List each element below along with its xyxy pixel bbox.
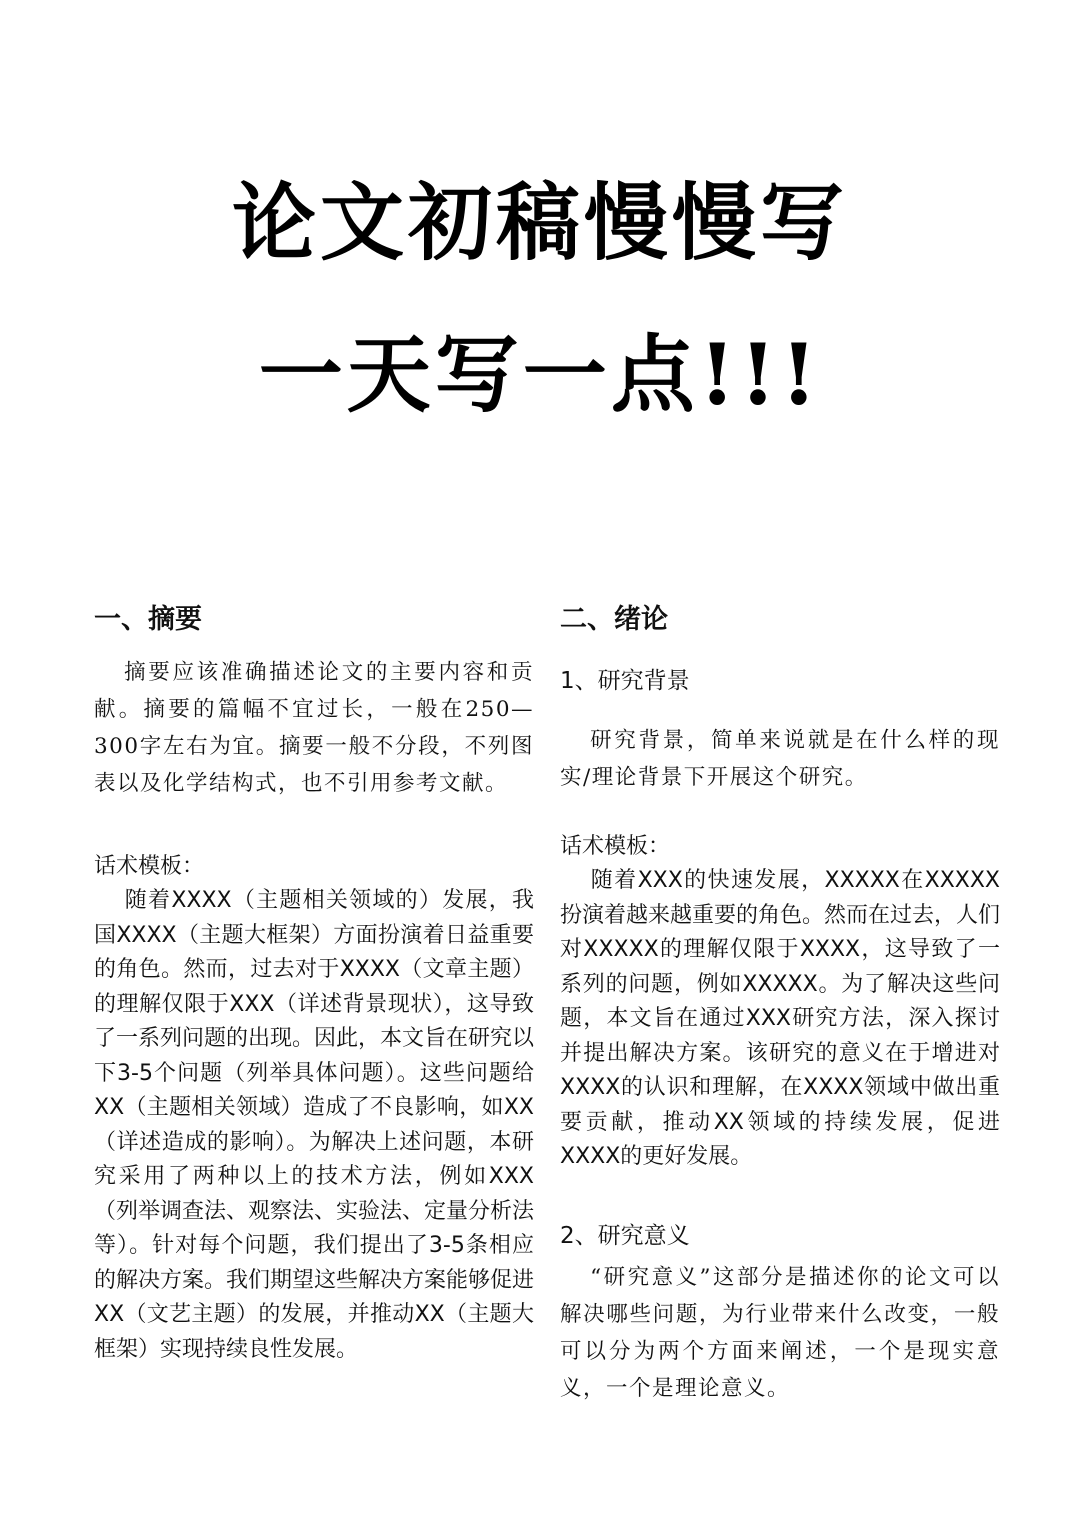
right-column xyxy=(560,600,1000,1407)
section-heading-introduction: 二、绪论 xyxy=(560,604,668,635)
title-line-2: 一天写一点!!! xyxy=(258,325,822,424)
research-significance-text: “研究意义”这部分是描述你的论文可以解决哪些问题，为行业带来什么改变，一般可以分为两个方面来阐述，一个是现实意义，一个是理论意义。 xyxy=(560,1264,1000,1401)
subheading-research-background: 1、研究背景 xyxy=(560,668,690,694)
research-background-text: 研究背景，简单来说就是在什么样的现实/理论背景下开展这个研究。 xyxy=(560,728,1000,790)
title-line-1: 论文初稿慢慢写 xyxy=(231,173,848,272)
section-heading-abstract: 一、摘要 xyxy=(94,604,202,635)
template-label-introduction: 话术模板： xyxy=(560,834,671,859)
template-text-abstract: 随着XXXX（主题相关领域的）发展，我国XXXX（主题大框架）方面扮演着日益重要的角色。然而，过去对于XXXX（文章主题）的理解仅限于XXX（详述背景现状），这导致了一系列问题的出现。因此，本文旨在研究以下3-5个问题（列举具体问题）。这些问题给XX（主题相关领域）造成了不良影响，如XX（详述造成的影响）。为解决上述问题，本研究采用了两种以上的技术方法，例如XXX（列举调查法、观察法、实验法、定量分析法等）。针对每个问题，我们提出了3-5条相应的解决方案。我们期望这些解决方案能够促进XX（文艺主题）的发展，并推动XX（主题大框架）实现持续良性发展。 xyxy=(94,888,535,1362)
template-label-abstract: 话术模板： xyxy=(94,854,205,879)
subheading-research-significance: 2、研究意义 xyxy=(560,1222,690,1249)
template-text-introduction: 随着XXX的快速发展，XXXXX在XXXXX扮演着越来越重要的角色。然而在过去，人们对XXXXX的理解仅限于XXXX，这导致了一系列的问题，例如XXXXX。为了解决这些问题，本文旨在通过XXX研究方法，深入探讨并提出解决方案。该研究的意义在于增进对XXXX的认识和理解，在XXXX领域中做出重要贡献，推动XX领域的持续发展，促进XXXX的更好发展。 xyxy=(560,868,1001,1169)
abstract-description: 摘要应该准确描述论文的主要内容和贡献。摘要的篇幅不宜过长，一般在250—300字左右为宜。摘要一般不分段，不列图表以及化学结构式，也不引用参考文献。 xyxy=(94,660,534,796)
left-column xyxy=(94,600,534,1367)
